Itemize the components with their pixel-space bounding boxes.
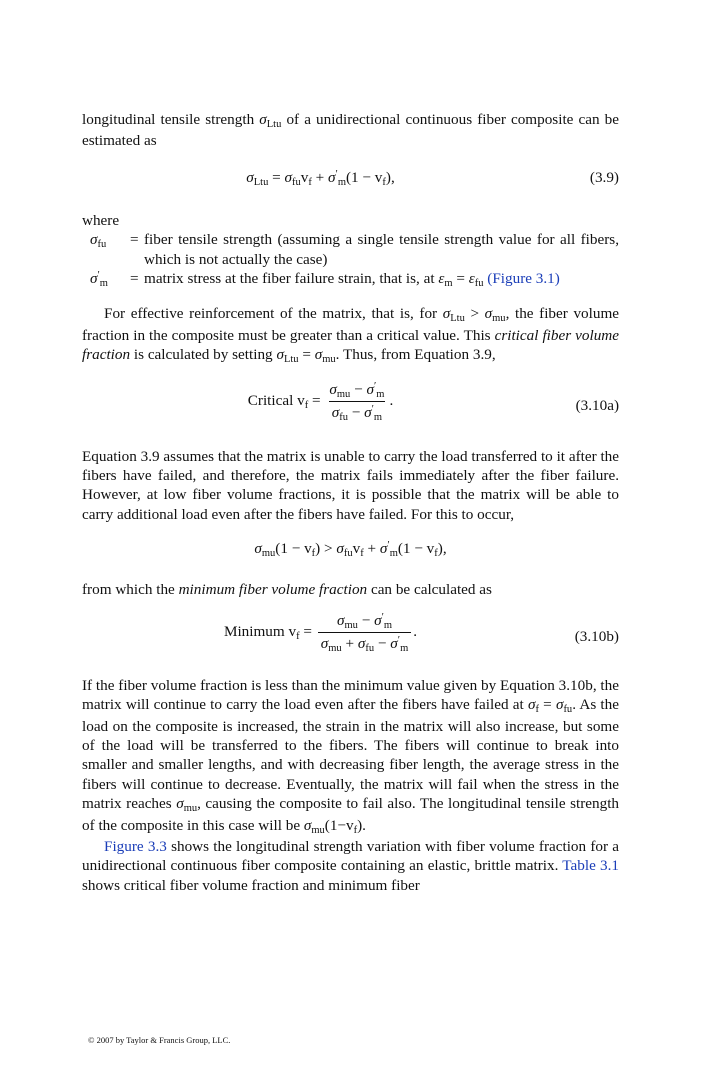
paragraph-figure-ref: Figure 3.3 shows the longitudinal strength variation with fiber volume fraction for a unidirectional continuous fiber composite containing an elastic, brittle matrix. Table 3.1 shows critical fiber volume fraction and minimum fiber <box>82 837 619 894</box>
paragraph-failure: If the fiber volume fraction is less than the minimum value given by Equation 3.10b, the matrix will continue to carry the load even after the fibers have failed at σf = σfu. As the load on the composite is increased, the strain in the matrix will also increase, but some of the load will be transferred to the fibers. The fibers will continue to break into smaller and smaller lengths, and with decreasing fiber length, the average stress in the fibers will continue to decrease. Eventually, the matrix will fail when the stress in the matrix reaches σmu, causing the composite to fail also. The longitudinal tensile strength of the composite in this case will be σmu(1−vf). <box>82 676 620 836</box>
paragraph-critical: For effective reinforcement of the matrix, that is, for σLtu > σmu, the fiber volume fraction in the composite must be greater than a critical value. This critical fiber volume fraction is calculated by setting σLtu = σmu. Thus, from Equation 3.9, <box>82 305 620 366</box>
equation-number: (3.10b) <box>574 627 619 645</box>
where-label: where <box>82 211 120 229</box>
table-3-1-link[interactable]: Table 3.1 <box>562 857 619 875</box>
page-body <box>82 110 619 895</box>
figure-3-1-link[interactable]: (Figure 3.1) <box>487 270 560 288</box>
definition-sigma-fu: σfu = fiber tensile strength (assuming a single tensile strength value for all fibers, which is not actually the case) <box>90 231 619 268</box>
equation-number: (3.9) <box>589 168 619 186</box>
equation-3-10b: Minimum vf = $\frac{\sigma mu - \sigma'm}{\sigma mu + \sigma fu - \sigma'm}$ . (3.10b) <box>223 611 619 654</box>
equation-3-9: σLtu = σfuvf + σ′m(1 − vf), (3.9) <box>246 168 619 188</box>
definition-list <box>90 230 619 290</box>
equation-3-10a: Critical vf = $\frac{\sigma mu - \sigma'm}{\sigma fu - \sigma'm}$ . (3.10a) <box>247 380 619 423</box>
paragraph-assumption: Equation 3.9 assumes that the matrix is unable to carry the load transferred to it after the fibers have failed, and therefore, the matrix fails immediately after the fiber failure. However, at low fiber volume fractions, it is possible that the matrix will be able to carry additional load even after the fibers have failed. For this to occur, <box>82 447 619 523</box>
paragraph-intro: longitudinal tensile strength σLtu of a unidirectional continuous fiber composite can be estimated as <box>82 111 619 150</box>
equation-number: (3.10a) <box>575 396 619 414</box>
fraction: $\frac{\sigma mu - \sigma'm}{\sigma mu + \sigma fu - \sigma'm}$ <box>318 612 411 653</box>
copyright-footer: © 2007 by Taylor & Francis Group, LLC. <box>88 1035 231 1045</box>
fraction: $\frac{\sigma mu - \sigma'm}{\sigma fu - \sigma'm}$ <box>329 380 385 423</box>
paragraph-minimum: from which the minimum fiber volume fraction can be calculated as <box>82 581 492 599</box>
definition-sigma-m-prime: σ′m = matrix stress at the fiber failure strain, that is, at εm = εfu (Figure 3.1) <box>90 270 560 290</box>
inequality: σmu(1 − vf) > σfuvf + σ′m(1 − vf), <box>254 540 447 560</box>
figure-3-3-link[interactable]: Figure 3.3 <box>104 837 167 855</box>
